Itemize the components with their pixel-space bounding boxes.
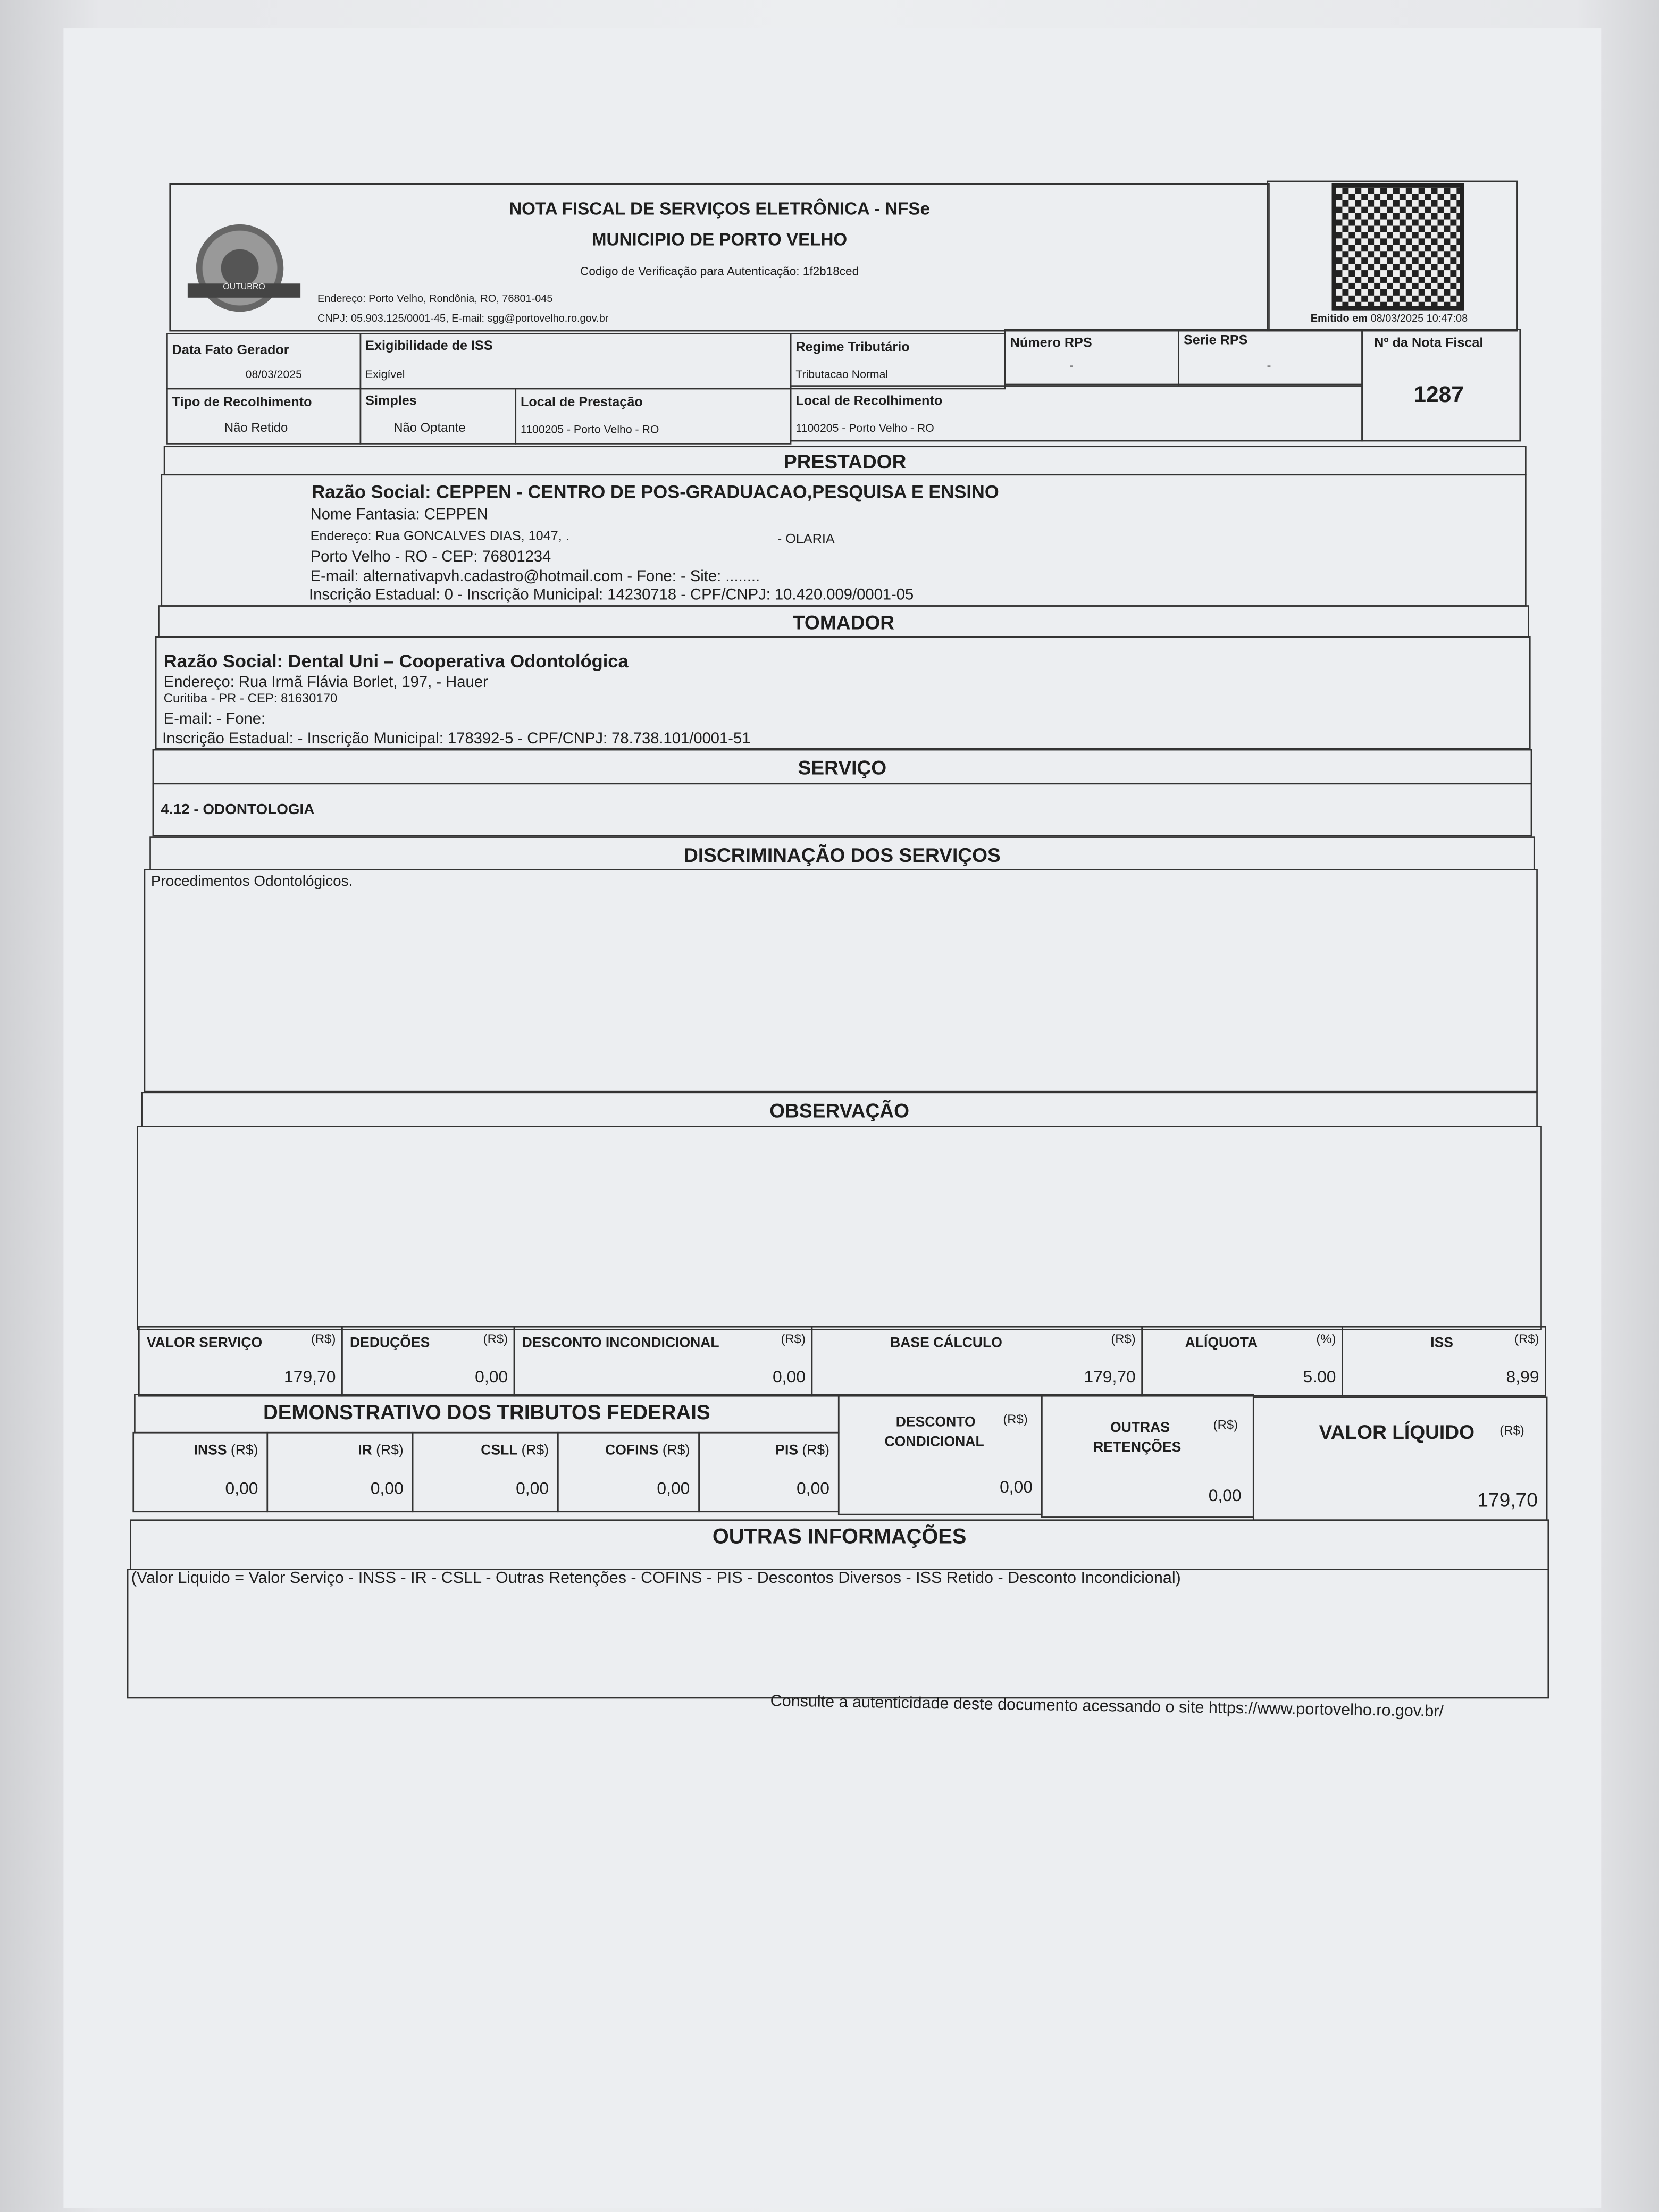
unit: (R$) [1514, 1331, 1539, 1346]
header-box [169, 183, 1269, 332]
unit: (R$) [230, 1443, 258, 1459]
value: - [1069, 358, 1074, 373]
observacao-header [141, 1092, 1538, 1127]
tomador-body [155, 636, 1531, 749]
value: Exigível [365, 368, 405, 381]
valor-cell [1141, 1326, 1343, 1397]
value: 0,00 [475, 1367, 508, 1387]
value: Tributacao Normal [795, 368, 889, 381]
section-title: DEMONSTRATIVO DOS TRIBUTOS FEDERAIS [263, 1402, 710, 1425]
value: 08/03/2025 [245, 368, 302, 381]
prestador-razao: Razão Social: CEPPEN - CENTRO DE POS-GRADUACAO,PESQUISA E ENSINO [312, 481, 999, 502]
prestador-body [161, 474, 1526, 606]
emitted-value: 08/03/2025 10:47:08 [1370, 312, 1468, 325]
cell-tipo-recolhimento [166, 388, 361, 445]
label: DEDUÇÕES [349, 1336, 430, 1352]
servico-value: 4.12 - ODONTOLOGIA [161, 801, 315, 818]
value: 0,00 [657, 1478, 690, 1498]
label: COFINS [605, 1443, 659, 1459]
discriminacao-header [149, 836, 1535, 870]
value: 0,00 [797, 1478, 830, 1498]
label: PIS [775, 1443, 799, 1459]
tomador-razao: Razão Social: Dental Uni – Cooperativa Odontológica [163, 650, 629, 672]
value: Não Retido [224, 420, 288, 435]
section-title: SERVIÇO [798, 756, 887, 779]
unit: (R$) [311, 1331, 336, 1346]
outras-retencoes-cell [1041, 1394, 1254, 1518]
section-title: TOMADOR [792, 610, 895, 634]
label: DESCONTO INCONDICIONAL [522, 1336, 719, 1352]
unit: (R$) [1003, 1412, 1028, 1427]
prestador-header [164, 446, 1527, 475]
outras-info-header [130, 1519, 1549, 1570]
qr-box [1267, 181, 1518, 332]
value: 179,70 [284, 1367, 336, 1387]
label: Simples [365, 393, 417, 409]
valor-cell [138, 1326, 343, 1397]
label: Regime Tributário [795, 340, 910, 356]
prestador-endereco: Endereço: Rua GONCALVES DIAS, 1047, . [310, 529, 569, 545]
label: Serie RPS [1183, 333, 1248, 349]
cell-serie-rps [1178, 329, 1363, 385]
discriminacao-value: Procedimentos Odontológicos. [150, 873, 353, 891]
label: INSS [194, 1443, 227, 1459]
unit: (R$) [483, 1331, 508, 1346]
value: Não Optante [393, 420, 466, 435]
section-title: OBSERVAÇÃO [769, 1099, 910, 1122]
section-title: PRESTADOR [783, 450, 907, 473]
prestador-inscricao: Inscrição Estadual: 0 - Inscrição Municipal: 14230718 - CPF/CNPJ: 10.420.009/0001-05 [309, 586, 914, 604]
label: VALOR SERVIÇO [146, 1336, 263, 1352]
cell-regime [790, 333, 1006, 389]
label: CSLL [481, 1443, 518, 1459]
valor-cell [1342, 1326, 1546, 1397]
municipality: MUNICIPIO DE PORTO VELHO [591, 230, 848, 250]
unit: (R$) [376, 1443, 404, 1459]
value: 1100205 - Porto Velho - RO [520, 423, 659, 436]
outras-info-body [127, 1569, 1549, 1698]
unit: (R$) [1111, 1331, 1136, 1346]
footer-authenticity: Consulte a autenticidade deste documento acessando o site https://www.portovelho.ro.gov.br/ [770, 1693, 1444, 1721]
servico-body [153, 783, 1532, 836]
servico-header [153, 749, 1532, 784]
cell-local-recolhimento [790, 385, 1363, 441]
federal-tax-cell [412, 1432, 559, 1512]
label: DESCONTO [895, 1415, 976, 1431]
prestador-bairro: - OLARIA [777, 532, 835, 548]
desconto-condicional-cell [838, 1394, 1043, 1515]
section-title: OUTRAS INFORMAÇÕES [712, 1525, 967, 1549]
value: 0,00 [370, 1478, 404, 1498]
unit: (R$) [1499, 1423, 1524, 1438]
section-title: DISCRIMINAÇÃO DOS SERVIÇOS [684, 843, 1001, 867]
cell-simples [360, 388, 516, 445]
unit: (%) [1316, 1331, 1336, 1346]
prestador-email: E-mail: alternativapvh.cadastro@hotmail.com - Fone: - Site: ........ [310, 568, 760, 586]
federal-tax-cell [132, 1432, 268, 1512]
qr-code[interactable] [1336, 188, 1460, 306]
unit: (R$) [662, 1443, 690, 1459]
label: IR [358, 1443, 372, 1459]
value: 0,00 [1000, 1477, 1033, 1497]
cell-numero-rps [1004, 329, 1179, 385]
value: 5.00 [1303, 1367, 1336, 1387]
cell-data-fato [166, 333, 361, 389]
valor-cell [514, 1326, 812, 1397]
value: 8,99 [1506, 1367, 1539, 1387]
value: 179,70 [1084, 1367, 1136, 1387]
value: - [1267, 358, 1271, 373]
unit: (R$) [802, 1443, 830, 1459]
prestador-cidade: Porto Velho - RO - CEP: 76801234 [310, 549, 551, 566]
unit: (R$) [781, 1331, 806, 1346]
label: Local de Recolhimento [795, 393, 943, 409]
label: RETENÇÕES [1093, 1440, 1182, 1456]
cell-exigibilidade [360, 333, 792, 389]
verification-code: Codigo de Verificação para Autenticação: 1f2b18ced [580, 264, 859, 278]
federal-tax-cell [557, 1432, 700, 1512]
emitted-label: Emitido em [1310, 312, 1368, 325]
federais-header [134, 1394, 840, 1433]
logo-banner: OUTUBRO [188, 283, 300, 298]
prestador-fantasia: Nome Fantasia: CEPPEN [310, 506, 488, 524]
value: 0,00 [772, 1367, 806, 1387]
cell-local-prestacao [515, 388, 791, 445]
label: BASE CÁLCULO [890, 1336, 1002, 1352]
label: VALOR LÍQUIDO [1319, 1420, 1474, 1444]
outras-info-value: (Valor Liquido = Valor Serviço - INSS - IR - CSLL - Outras Retenções - COFINS - PIS - Descontos Diversos - ISS Retido - Desconto Incondicional) [131, 1570, 1181, 1587]
federal-tax-cell [698, 1432, 839, 1512]
label: Nº da Nota Fiscal [1374, 336, 1484, 351]
label: Local de Prestação [520, 395, 643, 411]
unit: (R$) [521, 1443, 549, 1459]
cell-nota-fiscal [1361, 329, 1521, 441]
value: 1100205 - Porto Velho - RO [795, 422, 934, 435]
label: ISS [1430, 1336, 1454, 1352]
unit: (R$) [1213, 1418, 1238, 1432]
tomador-endereco: Endereço: Rua Irmã Flávia Borlet, 197, - Hauer [163, 674, 488, 692]
valor-cell [341, 1326, 515, 1397]
valor-cell [811, 1326, 1143, 1397]
doc-title: NOTA FISCAL DE SERVIÇOS ELETRÔNICA - NFSe [509, 199, 930, 219]
federal-tax-cell [266, 1432, 413, 1512]
tomador-cidade: Curitiba - PR - CEP: 81630170 [163, 691, 338, 706]
value: 0,00 [1208, 1485, 1242, 1505]
observacao-body [137, 1126, 1541, 1330]
valor-liquido: 179,70 [1477, 1488, 1538, 1511]
issuer-address: Endereço: Porto Velho, Rondônia, RO, 76801-045 [317, 292, 553, 305]
value: 0,00 [516, 1478, 549, 1498]
issuer-cnpj: CNPJ: 05.903.125/0001-45, E-mail: sgg@portovelho.ro.gov.br [317, 312, 609, 325]
label: OUTRAS [1110, 1420, 1170, 1436]
valor-liquido-cell [1253, 1397, 1547, 1521]
nota-number: 1287 [1413, 383, 1464, 408]
label: Número RPS [1010, 336, 1092, 351]
label: Data Fato Gerador [172, 342, 289, 358]
tomador-header [158, 605, 1529, 638]
tomador-email: E-mail: - Fone: [163, 711, 266, 728]
tomador-inscricao: Inscrição Estadual: - Inscrição Municipal: 178392-5 - CPF/CNPJ: 78.738.101/0001-51 [162, 731, 751, 748]
discriminacao-body [144, 869, 1538, 1092]
label: Exigibilidade de ISS [365, 338, 493, 354]
label: ALÍQUOTA [1185, 1336, 1258, 1352]
label: CONDICIONAL [884, 1435, 984, 1451]
label: Tipo de Recolhimento [172, 395, 312, 411]
value: 0,00 [225, 1478, 258, 1498]
